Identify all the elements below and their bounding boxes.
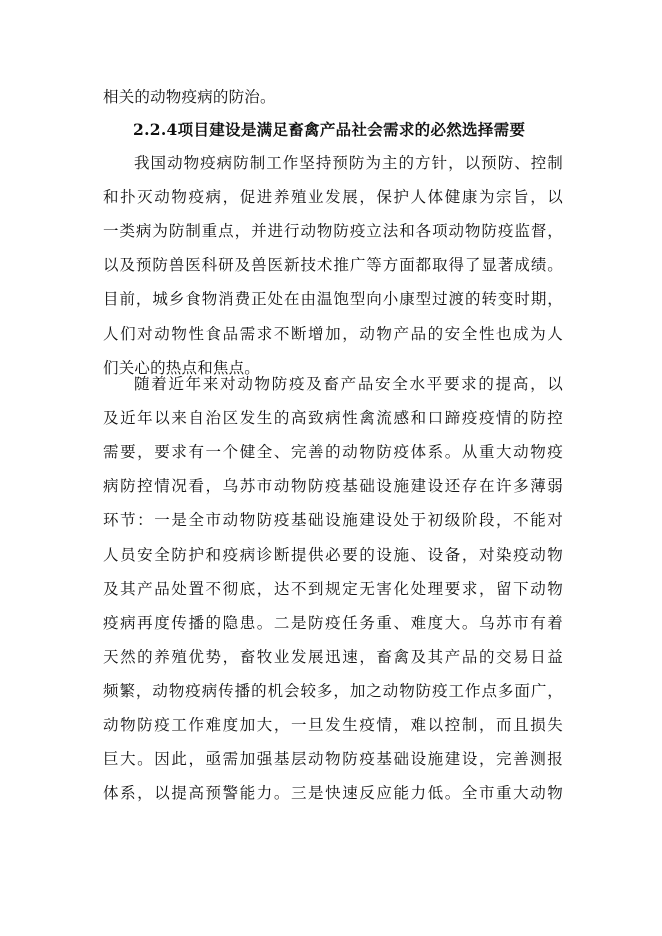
paragraph-line: 病防控情况看，乌苏市动物防疫基础设施建设还存在许多薄弱 — [103, 477, 563, 496]
paragraph-line: 及近年以来自治区发生的高致病性禽流感和口蹄疫疫情的防控 — [103, 409, 563, 428]
section-heading: 2.2.4项目建设是满足畜禽产品社会需求的必然选择需要 — [133, 120, 526, 139]
paragraph-line: 体系，以提高预警能力。三是快速反应能力低。全市重大动物 — [103, 784, 563, 803]
paragraph-line: 动物防疫工作难度加大，一旦发生疫情，难以控制，而且损失 — [103, 716, 563, 734]
paragraph-line: 疫病再度传播的隐患。二是防疫任务重、难度大。乌苏市有着 — [103, 613, 563, 632]
paragraph-line: 随着近年来对动物防疫及畜产品安全水平要求的提高，以 — [134, 375, 563, 393]
paragraph-line: 和扑灭动物疫病，促进养殖业发展，保护人体健康为宗旨，以 — [103, 188, 563, 207]
paragraph-line: 人员安全防护和疫病诊断提供必要的设施、设备，对染疫动物 — [103, 545, 563, 564]
paragraph-line: 们关心的热点和焦点。 — [103, 358, 261, 377]
paragraph-line: 频繁，动物疫病传播的机会较多，加之动物防疫工作点多面广， — [103, 681, 563, 700]
paragraph-line: 环节：一是全市动物防疫基础设施建设处于初级阶段，不能对 — [103, 511, 563, 530]
paragraph-line: 目前，城乡食物消费正处在由温饱型向小康型过渡的转变时期， — [103, 290, 563, 309]
paragraph-line: 需要，要求有一个健全、完善的动物防疫体系。从重大动物疫 — [103, 443, 563, 462]
paragraph-line: 巨大。因此，亟需加强基层动物防疫基础设施建设，完善测报 — [103, 750, 563, 769]
continuation-text: 相关的动物疫病的防治。 — [103, 88, 276, 106]
paragraph-line: 以及预防兽医科研及兽医新技术推广等方面都取得了显著成绩。 — [103, 256, 563, 275]
paragraph-line: 天然的养殖优势，畜牧业发展迅速，畜禽及其产品的交易日益 — [103, 647, 563, 666]
paragraph-line: 人们对动物性食品需求不断增加，动物产品的安全性也成为人 — [103, 324, 563, 343]
paragraph-line: 我国动物疫病防制工作坚持预防为主的方针，以预防、控制 — [134, 154, 563, 172]
paragraph-line: 及其产品处置不彻底，达不到规定无害化处理要求，留下动物 — [103, 579, 563, 598]
paragraph-line: 一类病为防制重点，并进行动物防疫立法和各项动物防疫监督， — [103, 222, 563, 241]
